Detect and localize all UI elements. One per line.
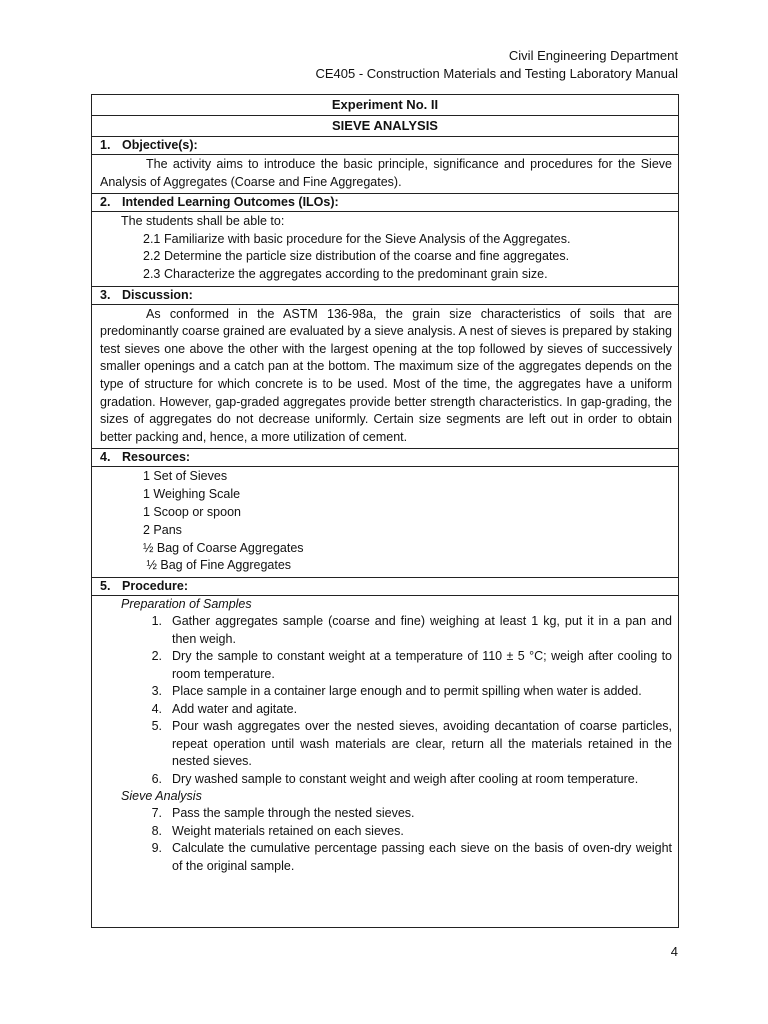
step-text: Gather aggregates sample (coarse and fine) weighing at least 1 kg, put it in a pan and then weigh.: [172, 614, 672, 646]
list-item: [100, 231, 672, 249]
subsection-title: Preparation of Samples: [121, 597, 252, 612]
steps-list: [100, 805, 672, 875]
section-title: Resources:: [122, 450, 191, 465]
item-number: 2.2: [143, 249, 161, 264]
list-item: [100, 823, 672, 841]
section-title: Discussion:: [122, 287, 193, 302]
list-item: [100, 648, 672, 683]
section-number: 2.: [100, 195, 111, 210]
item-text: Familiarize with basic procedure for the Sieve Analysis of the Aggregates.: [164, 231, 571, 246]
procedure-heading: [92, 577, 678, 595]
page-number: 4: [670, 944, 678, 959]
list-item: 1 Scoop or spoon: [143, 504, 241, 519]
resources-heading: [92, 448, 678, 466]
discussion-heading: [92, 286, 678, 304]
step-text: Pour wash aggregates over the nested sieves, avoiding decantation of coarse particles, repeat operation until wash materials are clear, return all the materials retained in the nested sieves.: [172, 719, 672, 769]
procedure-content: [92, 595, 678, 927]
list-item: [100, 248, 672, 266]
objectives-heading: [92, 136, 678, 154]
step-text: Add water and agitate.: [172, 701, 298, 716]
page-header: [315, 47, 678, 83]
list-item: 1 Set of Sieves: [143, 469, 228, 484]
discussion-text: As conformed in the ASTM 136-98a, the grain size characteristics of soils that are predominantly coarse grained are evaluated by a sieve analysis. A nest of sieves is prepared by staking test sieves one above the other with the largest opening at the top followed by sieves of successively smaller openings and a catch pan at the bottom. The maximum size of the aggregates depends on the type of structure for which concrete is to be used. Most of the time, the aggregates have a uniform gradation. However, gap-graded aggregates provide better strength characteristics. In gap-grading, the sizes of aggregates do not decrease uniformly. Certain size segments are left out in order to obtain better packing and, hence, a more utilization of cement.: [92, 304, 678, 449]
section-number: 4.: [100, 450, 111, 465]
list-item: ½ Bag of Coarse Aggregates: [143, 540, 304, 555]
department-name: Civil Engineering Department: [508, 48, 678, 63]
section-title: Objective(s):: [122, 138, 198, 152]
experiment-number: Experiment No. II: [331, 97, 439, 112]
step-number: 9.: [151, 841, 162, 856]
objectives-text: The activity aims to introduce the basic principle, significance and procedures for the Sieve Analysis of Aggregates (Coarse and Fine Aggregates).: [92, 154, 678, 193]
step-number: 4.: [151, 701, 162, 716]
experiment-title: SIEVE ANALYSIS: [92, 115, 678, 136]
step-text: Place sample in a container large enough and to permit spilling when water is added.: [172, 684, 642, 699]
list-item: [100, 683, 672, 701]
experiment-table: [91, 94, 679, 928]
list-item: 1 Weighing Scale: [143, 487, 241, 502]
course-title: CE405 - Construction Materials and Testing Laboratory Manual: [315, 66, 678, 81]
steps-list: [100, 613, 672, 788]
step-number: 2.: [151, 649, 162, 664]
resources-list: [92, 466, 678, 577]
step-number: 1.: [151, 614, 162, 629]
list-item: [100, 613, 672, 648]
ilos-intro: The students shall be able to:: [121, 214, 285, 229]
step-text: Dry washed sample to constant weight and weigh after cooling at room temperature.: [172, 771, 639, 786]
step-number: 8.: [151, 823, 162, 838]
item-number: 2.3: [143, 266, 161, 281]
section-number: 1.: [100, 138, 111, 152]
step-text: Weight materials retained on each sieves.: [172, 823, 404, 838]
list-item: [100, 718, 672, 771]
step-text: Pass the sample through the nested sieves.: [172, 806, 415, 821]
step-number: 3.: [151, 684, 162, 699]
list-item: [100, 805, 672, 823]
section-title: Procedure:: [122, 579, 188, 594]
step-text: Dry the sample to constant weight at a temperature of 110 ± 5 °C; weigh after cooling to room temperature.: [172, 649, 672, 681]
ilos-content: [92, 211, 678, 285]
section-title: Intended Learning Outcomes (ILOs):: [122, 195, 339, 210]
list-item: [100, 266, 672, 284]
item-number: 2.1: [143, 231, 161, 246]
list-item: ½ Bag of Fine Aggregates: [143, 558, 292, 573]
step-number: 7.: [151, 806, 162, 821]
section-number: 3.: [100, 287, 111, 302]
item-text: Determine the particle size distribution of the coarse and fine aggregates.: [164, 249, 570, 264]
step-text: Calculate the cumulative percentage passing each sieve on the basis of oven-dry weight of the original sample.: [172, 841, 672, 873]
list-item: 2 Pans: [143, 522, 182, 537]
step-number: 5.: [151, 719, 162, 734]
ilos-heading: [92, 193, 678, 211]
subsection-title: Sieve Analysis: [121, 789, 202, 804]
list-item: [100, 701, 672, 719]
list-item: [100, 771, 672, 789]
item-text: Characterize the aggregates according to the predominant grain size.: [164, 266, 548, 281]
section-number: 5.: [100, 579, 111, 594]
step-number: 6.: [151, 771, 162, 786]
list-item: [100, 840, 672, 875]
